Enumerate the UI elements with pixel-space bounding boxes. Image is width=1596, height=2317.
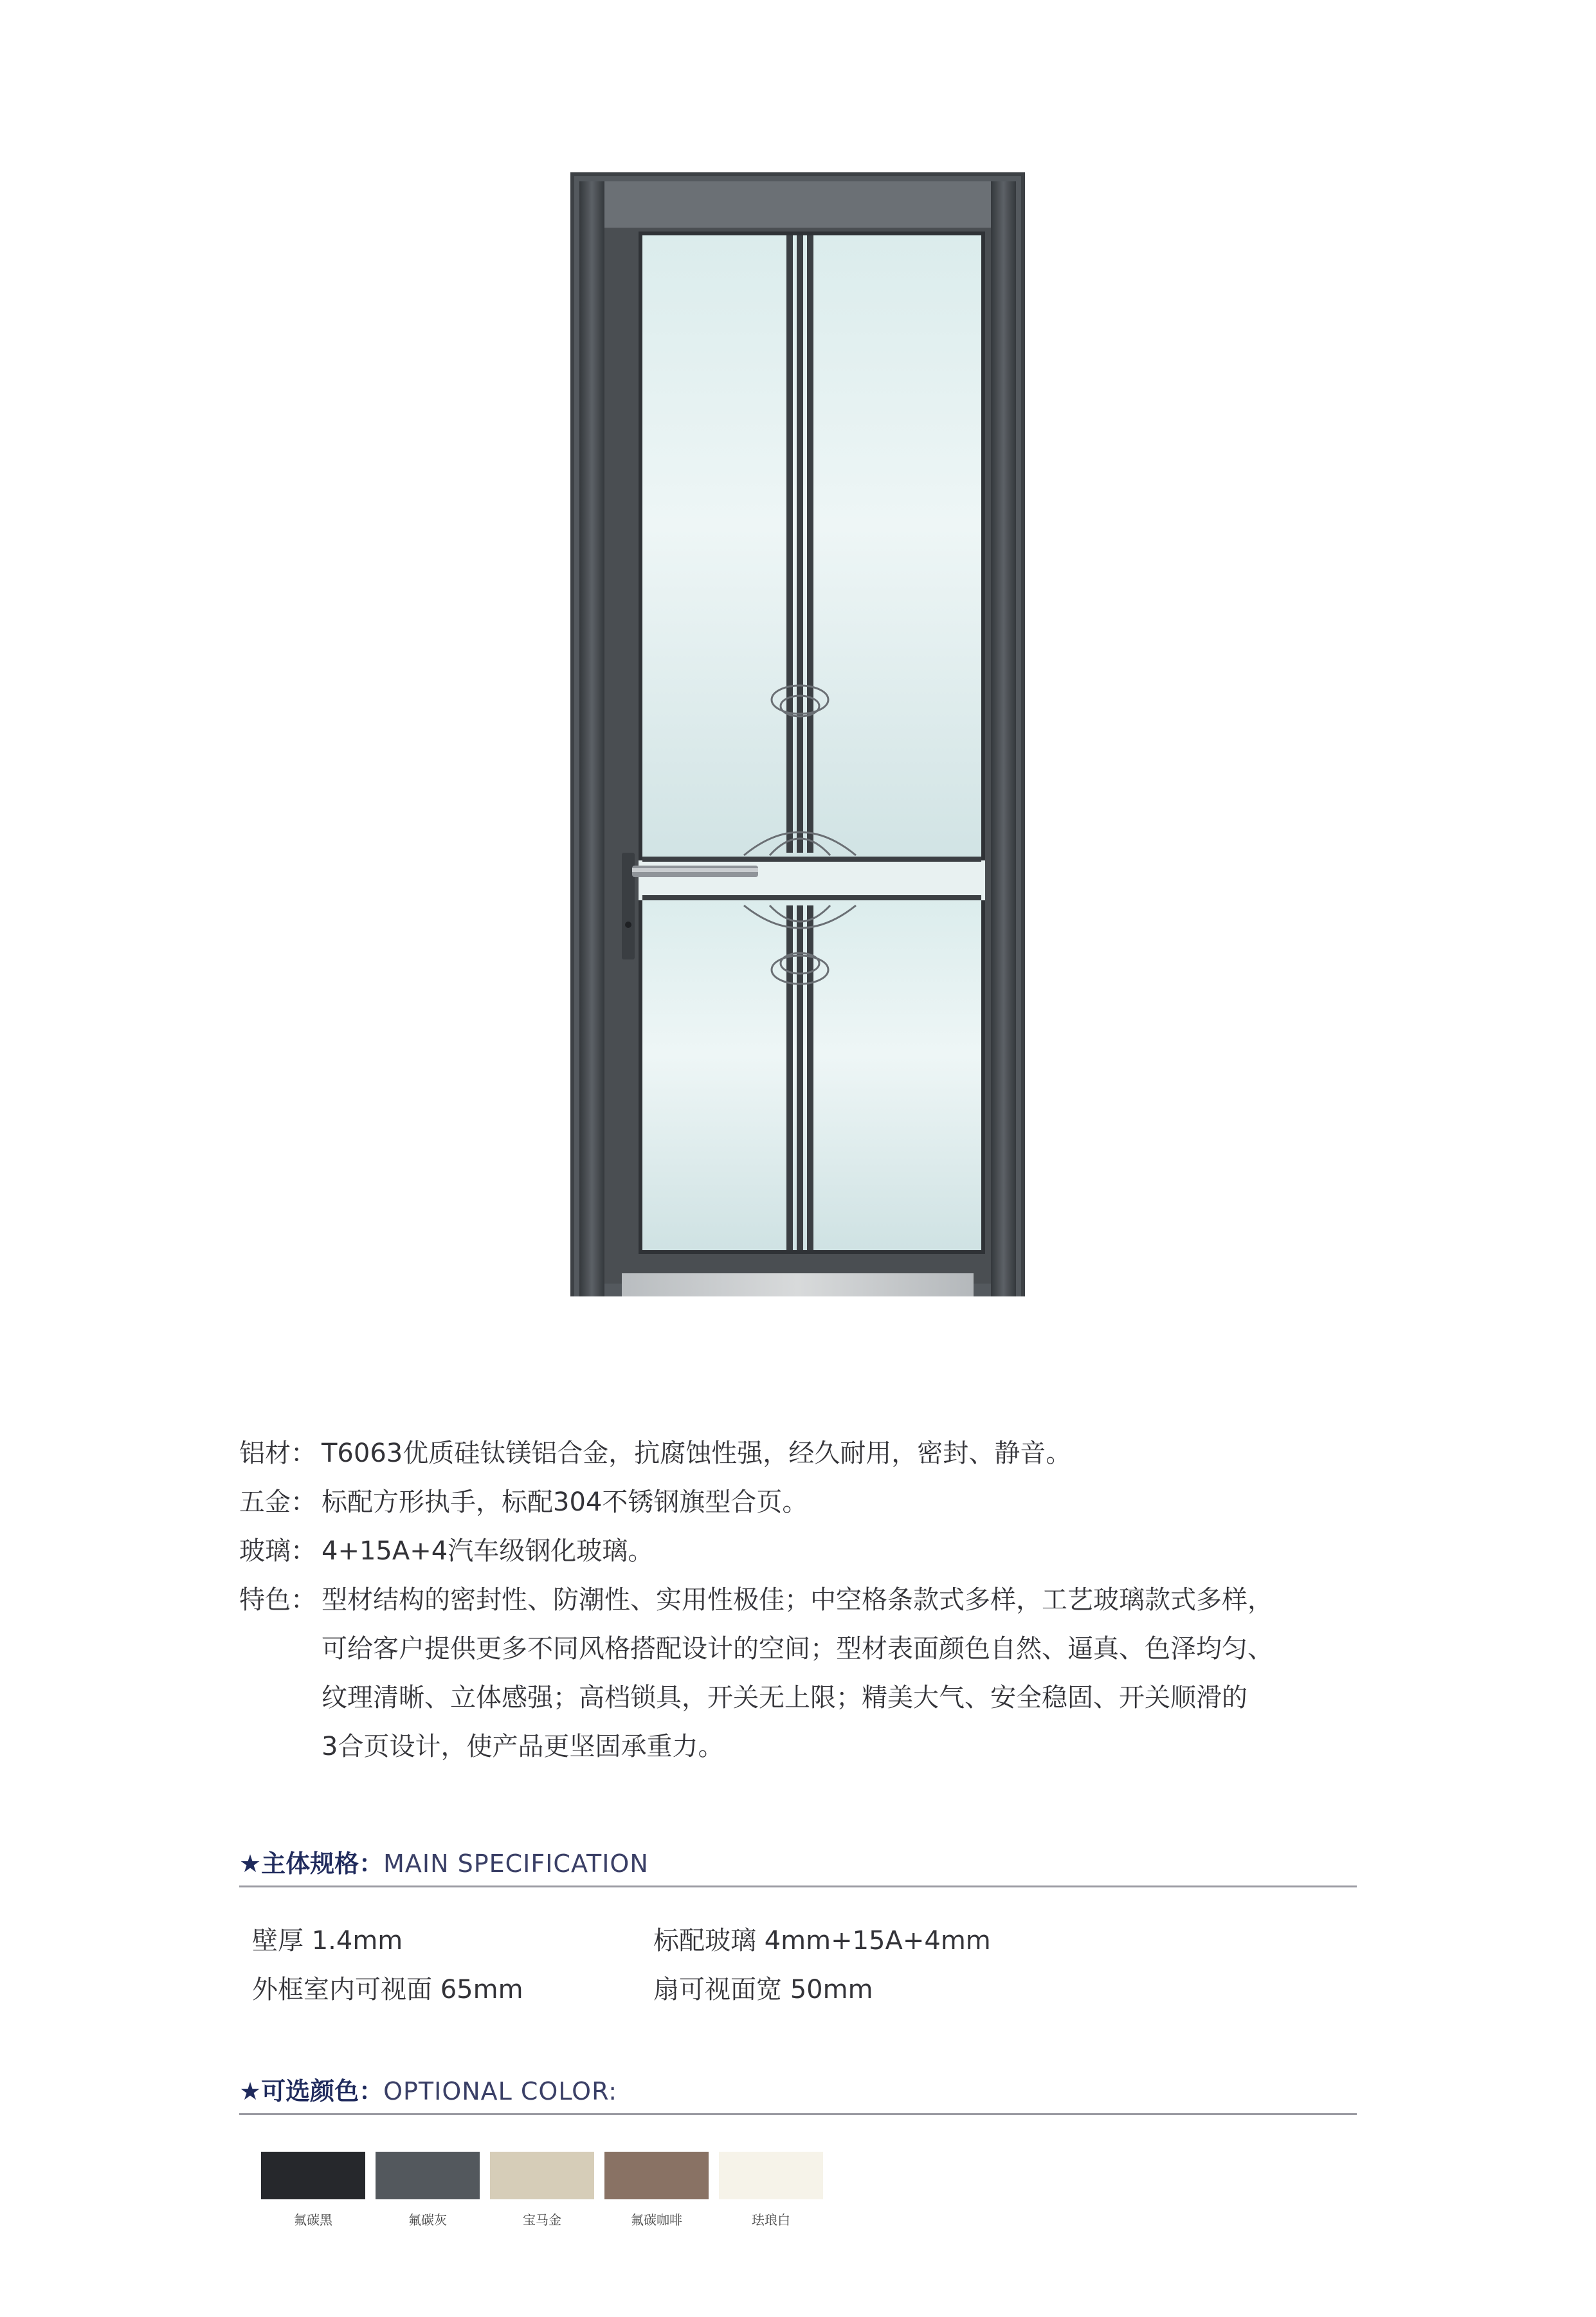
swatch-fluorocarbon-black[interactable] — [261, 2152, 365, 2228]
color-chip — [490, 2152, 594, 2199]
desc-text: T6063优质硅钛镁铝合金，抗腐蚀性强，经久耐用，密封、静音。 — [322, 1439, 1072, 1468]
swatch-label: 氟碳黑 — [294, 2212, 332, 2228]
color-swatches — [261, 2152, 833, 2228]
optional-color-heading-en: OPTIONAL COLOR: — [383, 2077, 618, 2105]
swatch-fluorocarbon-grey[interactable] — [376, 2152, 480, 2228]
color-chip — [376, 2152, 480, 2199]
product-description — [239, 1429, 1371, 1771]
spec-wall-thickness: 壁厚 1.4mm — [252, 1926, 403, 1956]
desc-text: 可给客户提供更多不同风格搭配设计的空间；型材表面颜色自然、逼真、色泽均匀、 — [322, 1634, 1273, 1664]
main-spec-heading-en: MAIN SPECIFICATION — [383, 1849, 649, 1878]
desc-row-hardware — [239, 1478, 1371, 1527]
spec-table — [252, 1916, 1345, 2014]
desc-label: 特色： — [239, 1585, 316, 1615]
main-spec-heading-cn: ★主体规格： — [239, 1849, 384, 1878]
spec-glass: 标配玻璃 4mm+15A+4mm — [653, 1926, 991, 1956]
swatch-label: 珐琅白 — [752, 2212, 790, 2228]
door-image — [570, 172, 1025, 1296]
optional-color-heading — [239, 2072, 1357, 2115]
desc-row-features — [239, 1576, 1371, 1771]
desc-label: 五金： — [239, 1487, 316, 1517]
swatch-fluorocarbon-coffee[interactable] — [604, 2152, 709, 2228]
optional-color-heading-cn: ★可选颜色： — [239, 2077, 384, 2105]
desc-label: 玻璃： — [239, 1536, 316, 1566]
desc-text: 3合页设计，使产品更坚固承重力。 — [322, 1732, 724, 1761]
desc-row-aluminum — [239, 1429, 1371, 1478]
color-chip — [261, 2152, 365, 2199]
desc-text: 4+15A+4汽车级钢化玻璃。 — [322, 1536, 654, 1566]
spec-row — [252, 1965, 1345, 2014]
swatch-bmw-gold[interactable] — [490, 2152, 594, 2228]
door-illustration — [570, 172, 1025, 1296]
color-chip — [719, 2152, 823, 2199]
main-spec-heading — [239, 1844, 1357, 1887]
spec-row — [252, 1916, 1345, 1965]
desc-text: 纹理清晰、立体感强；高档锁具，开关无上限；精美大气、安全稳固、开关顺滑的 — [322, 1683, 1247, 1713]
spec-frame-visible: 外框室内可视面 65mm — [252, 1975, 523, 2004]
swatch-label: 氟碳灰 — [408, 2212, 447, 2228]
swatch-label: 氟碳咖啡 — [631, 2212, 682, 2228]
desc-text: 型材结构的密封性、防潮性、实用性极佳；中空格条款式多样，工艺玻璃款式多样， — [322, 1585, 1273, 1615]
color-chip — [604, 2152, 709, 2199]
swatch-label: 宝马金 — [523, 2212, 561, 2228]
desc-row-glass — [239, 1527, 1371, 1576]
swatch-enamel-white[interactable] — [719, 2152, 823, 2228]
spec-sash-visible: 扇可视面宽 50mm — [653, 1975, 873, 2004]
desc-text: 标配方形执手，标配304不锈钢旗型合页。 — [322, 1487, 808, 1517]
desc-label: 铝材： — [239, 1439, 316, 1468]
